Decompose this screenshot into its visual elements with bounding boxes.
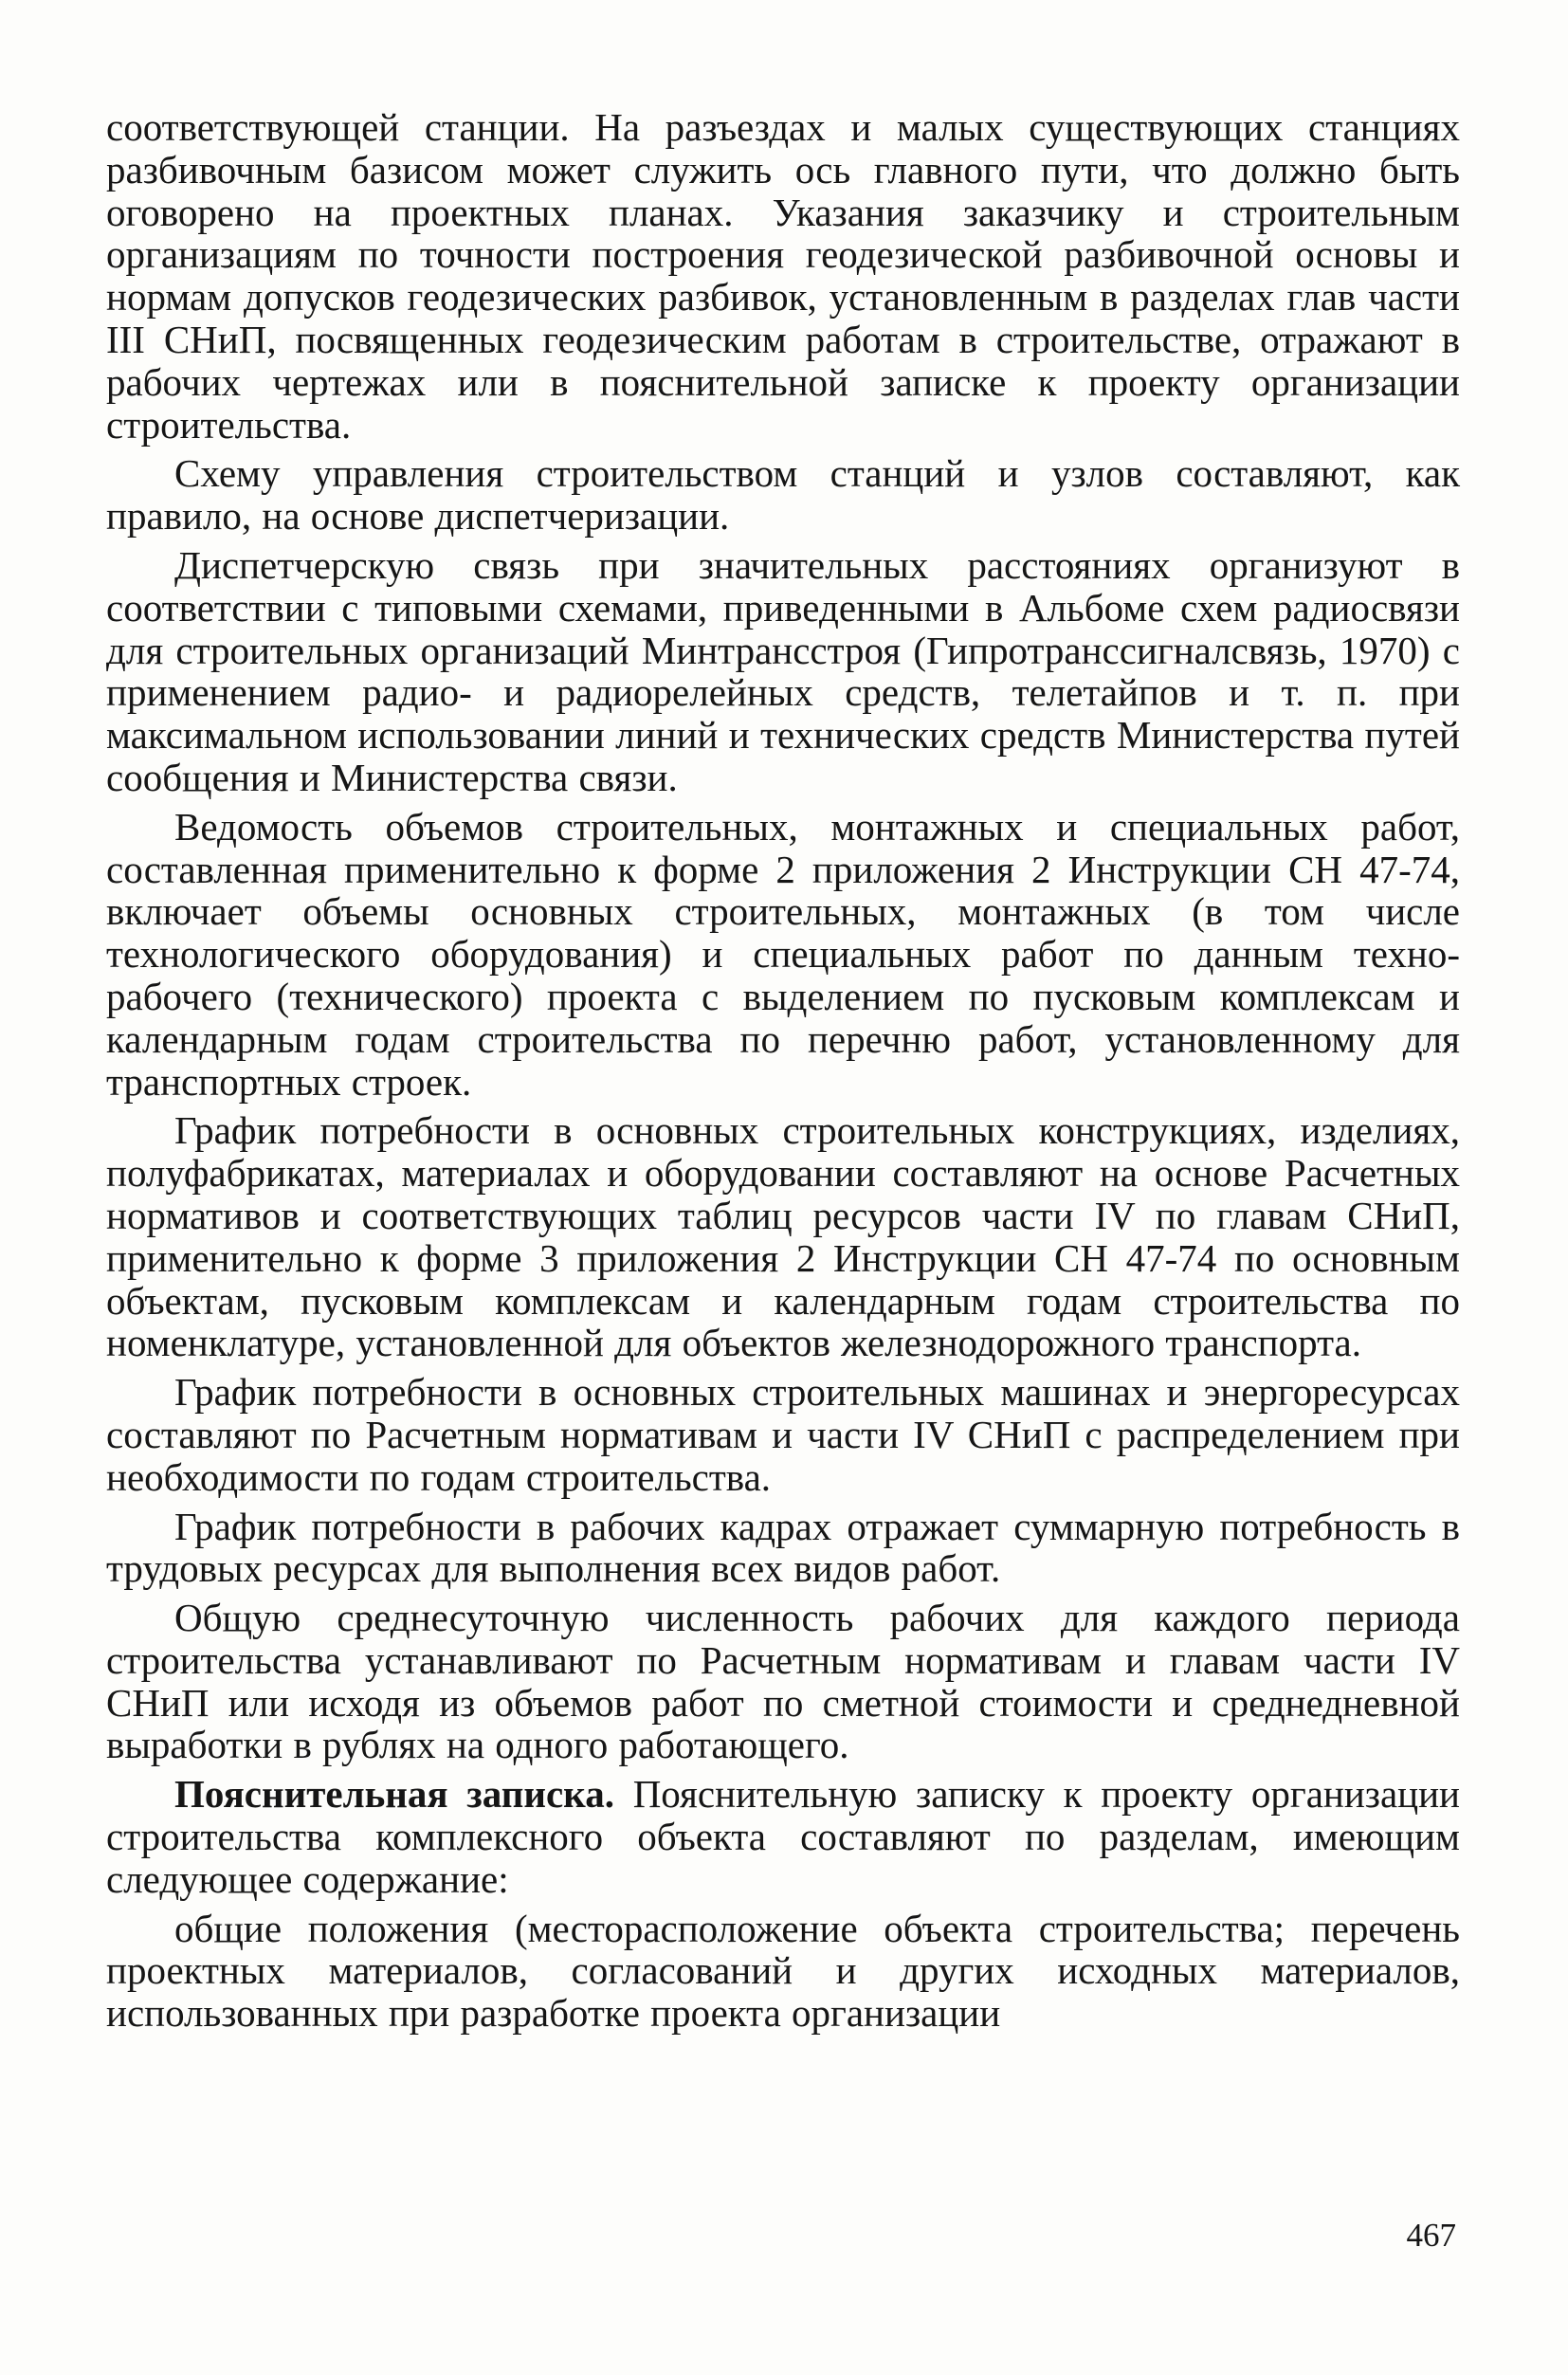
paragraph-workforce-count: Общую среднесуточную численность рабочих для каждого периода строительства устанавливают по Расчетным нормативам и главам части IV СНиП или исходя из объемов работ по сметной стоимости и среднедневной выработки в рублях на одного работающего. xyxy=(106,1596,1460,1767)
paragraph-materials-schedule: График потребности в основных строительных конструкциях, изделиях, полуфабрикатах, материалах и оборудовании составляют на основе Расчетных нормативов и соответствующих таблиц ресурсов части IV по главам СНиП, применительно к форме 3 приложения 2 Инструкции СН 47-74 по основным объектам, пусковым комплексам и календарным годам строительства по номенклатуре, установленной для объектов железнодорожного транспорта. xyxy=(106,1108,1460,1365)
paragraph-explanatory-note xyxy=(106,1773,1460,1900)
explanatory-note-heading: Пояснительная записка. xyxy=(174,1772,614,1817)
explanatory-note-body: Пояснительную записку к проекту организации строительства комплексного объекта составляют по разделам, имеющим следующее содержание: xyxy=(106,1772,1460,1901)
paragraph-management-scheme: Схему управления строительством станций и узлов составляют, как правило, на основе диспетчеризации. xyxy=(106,451,1460,539)
paragraph-machines-schedule: График потребности в основных строительных машинах и энергоресурсах составляют по Расчетным нормативам и части IV СНиП с распределением при необходимости по годам строительства. xyxy=(106,1370,1460,1499)
paragraph-dispatch-communication: Диспетчерскую связь при значительных расстояниях организуют в соответствии с типовыми схемами, приведенными в Альбоме схем радиосвязи для строительных организаций Минтрансстроя (Гипротранссигналсвязь, 1970) с применением радио- и радиорелейных средств, телетайпов и т. п. при максимальном использовании линий и технических средств Министерства путей сообщения и Министерства связи. xyxy=(106,542,1460,799)
paragraph-work-volumes: Ведомость объемов строительных, монтажных и специальных работ, составленная применительно к форме 2 приложения 2 Инструкции СН 47-74, включает объемы основных строительных, монтажных (в том числе технологического оборудования) и специальных работ по данным техно-рабочего (технического) проекта с выделением по пусковым комплексам и календарным годам строительства по перечню работ, установленному для транспортных строек. xyxy=(106,804,1460,1104)
page-number: 467 xyxy=(1406,2217,1456,2254)
list-item-general-provisions: общие положения (месторасположение объекта строительства; перечень проектных материалов, согласований и других исходных материалов, использованных при разработке проекта организации xyxy=(106,1906,1460,2036)
body-text xyxy=(106,106,1460,2041)
paragraph-labor-schedule: График потребности в рабочих кадрах отражает суммарную потребность в трудовых ресурсах для выполнения всех видов работ. xyxy=(106,1504,1460,1591)
paragraph-continuation: соответствующей станции. На разъездах и малых существующих станциях разбивочным базисом может служить ось главного пути, что должно быть оговорено на проектных планах. Указания заказчику и строительным организациям по точности построения геодезической разбивочной основы и нормам допусков геодезических разбивок, установленным в разделах глав части III СНиП, посвященных геодезическим работам в строительстве, отражают в рабочих чертежах или в пояснительной записке к проекту организации строительства. xyxy=(106,105,1460,447)
